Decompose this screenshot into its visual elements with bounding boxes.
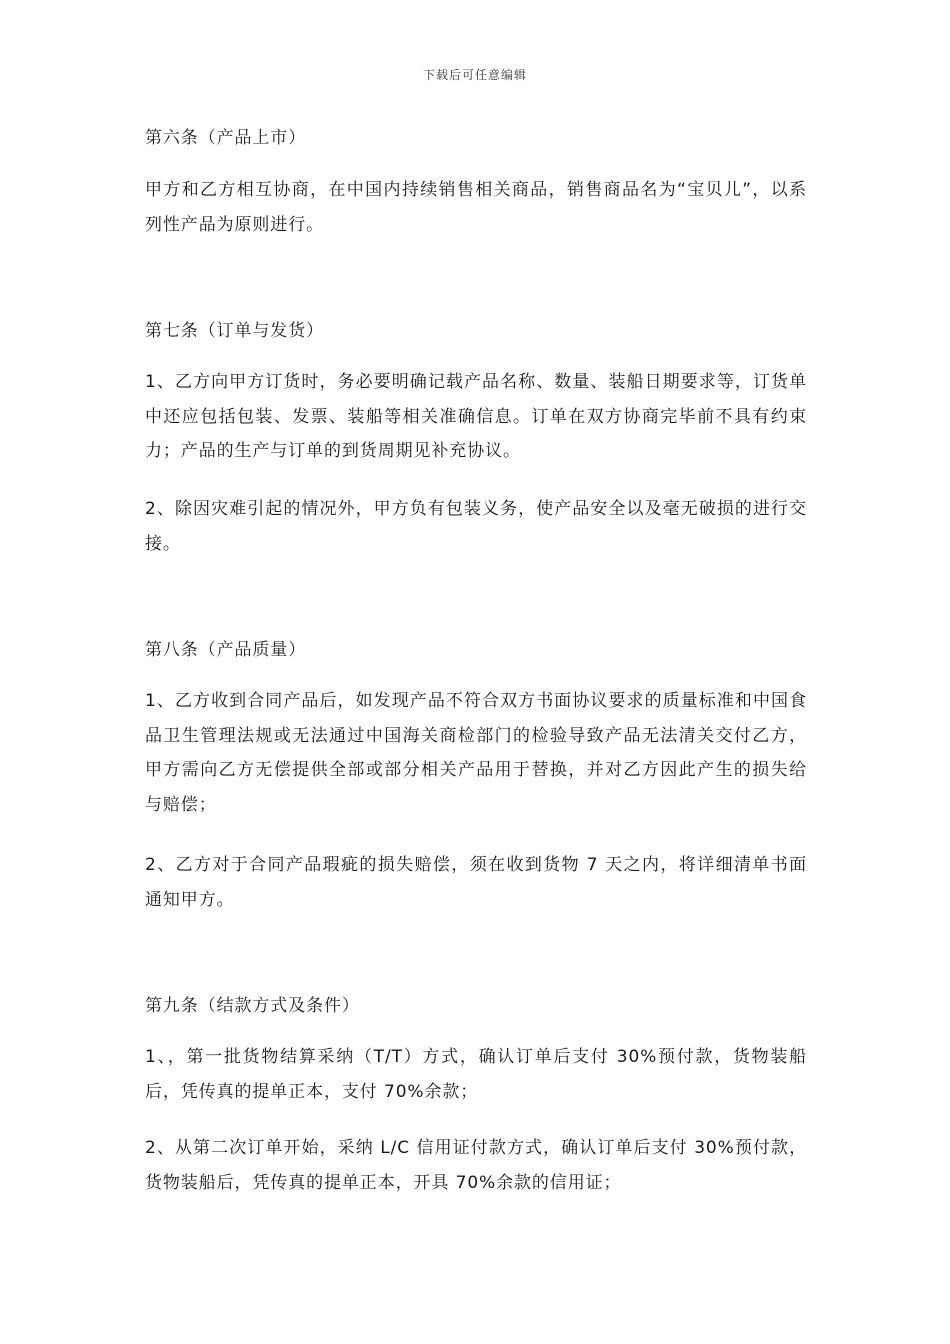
section-heading-6: 第六条（产品上市） — [145, 128, 307, 148]
section-heading-9: 第九条（结款方式及条件） — [145, 996, 360, 1016]
section-6-paragraph-1: 甲方和乙方相互协商，在中国内持续销售相关商品，销售商品名为“宝贝儿”，以系列性产品为原则进行。 — [145, 180, 807, 235]
section-8-paragraph-2: 2、乙方对于合同产品瑕疵的损失赔偿，须在收到货物 7 天之内，将详细清单书面通知甲方。 — [145, 855, 807, 910]
section-heading-7: 第七条（订单与发货） — [145, 321, 324, 341]
header-note: 下载后可任意编辑 — [422, 68, 527, 82]
section-7-paragraph-1: 1、乙方向甲方订货时，务必要明确记载产品名称、数量、装船日期要求等，订货单中还应包括包装、发票、装船等相关准确信息。订单在双方协商完毕前不具有约束力；产品的生产与订单的到货周期见补充协议。 — [145, 372, 807, 461]
section-9-paragraph-2: 2、从第二次订单开始，采纳 L/C 信用证付款方式，确认订单后支付 30%预付款，货物装船后，凭传真的提单正本，开具 70%余款的信用证； — [145, 1138, 807, 1193]
section-8-paragraph-1: 1、乙方收到合同产品后，如发现产品不符合双方书面协议要求的质量标准和中国食品卫生管理法规或无法通过中国海关商检部门的检验导致产品无法清关交付乙方，甲方需向乙方无偿提供全部或部分相关产品用于替换，并对乙方因此产生的损失给与赔偿； — [145, 691, 807, 815]
section-9-paragraph-1: 1、，第一批货物结算采纳（T/T）方式，确认订单后支付 30%预付款，货物装船后，凭传真的提单正本，支付 70%余款； — [145, 1047, 807, 1102]
section-7-paragraph-2: 2、除因灾难引起的情况外，甲方负有包装义务，使产品安全以及毫无破损的进行交接。 — [145, 499, 807, 554]
section-heading-8: 第八条（产品质量） — [145, 640, 307, 660]
